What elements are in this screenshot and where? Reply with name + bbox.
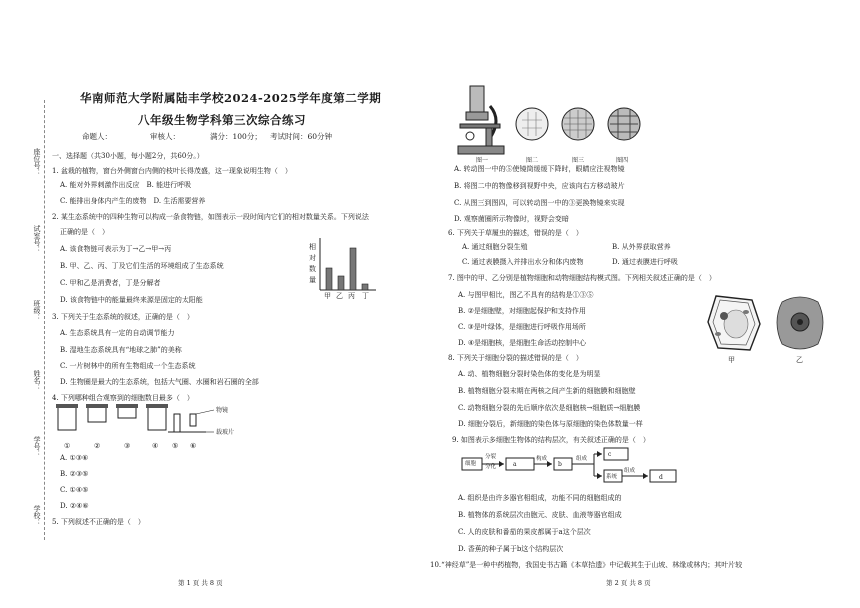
question-2: 2. 某生态系统中的四种生物可以构成一条食物链，如图表示一段时间内它们的相对数量关系。下列说法 [52,213,369,221]
flow-differentiate: 分化 [485,464,497,470]
fig-label-1: 图一 [476,157,489,164]
q3-option-a: A. 生态系统具有一定的自动调节能力 [60,329,175,337]
flow-b: b [558,461,562,468]
q2-option-b: B. 甲、乙、丙、丁及它们生活的环境组成了生态系统 [60,262,224,270]
question-8: 8. 下列关于细胞分裂的描述错误的是（ ） [448,354,583,362]
reviewer-label: 审核人： [150,132,180,141]
question-5: 5. 下列叙述不正确的是（ ） [52,518,145,526]
q9-option-d: D. 香蕉的种子属于b这个结构层次 [458,545,564,553]
id-label: 学号： [33,436,41,457]
page-footer-right: 第 2 页 共 8 页 [606,579,651,587]
view-figure-3 [560,106,596,142]
q7-option-c: C. ③是叶绿体，是细胞进行呼吸作用场所 [458,323,586,331]
q2-option-d: D. 该食物链中的能量最终来源是固定的太阳能 [60,296,203,304]
q9-option-a: A. 组织是由许多器官相组成，功能不同的细胞组成的 [458,494,622,502]
school-label: 学校： [33,505,41,526]
slide-note: 载玻片 [216,429,235,436]
objective-lens-note: 物镜 [216,407,229,414]
q4-option-a: A. ①③⑥ [60,454,89,462]
question-2-cont: 正确的是（ ） [60,228,109,236]
bar-yi [338,276,344,290]
bar-label-jia: 甲 [324,292,331,300]
q2-option-c: C. 甲和乙是消费者，丁是分解者 [60,279,161,287]
fig-label-2: 图二 [526,157,539,164]
q1-option-ab: A. 能对外界刺激作出反应 B. 能进行呼吸 [60,181,192,189]
flow-divide: 分裂 [485,454,497,460]
lens-2: ② [94,442,101,450]
bar-ding [362,284,368,290]
flow-d: d [659,474,663,481]
fig-label-3: 图三 [572,157,585,164]
q4-option-c: C. ①④⑤ [60,486,89,494]
lens-3: ③ [124,442,131,450]
q6-option-a: A. 通过细胞分裂生殖 [462,243,528,251]
question-6: 6. 下列关于草履虫的描述，错误的是（ ） [448,229,583,237]
question-7: 7. 图中的甲、乙分别是植物细胞和动物细胞结构模式图。下列相关叙述正确的是（ ） [448,274,716,282]
question-4: 4. 下列哪种组合观察到的细胞数目最多（ ） [52,394,194,402]
q2-option-a: A. 该食物链可表示为丁→乙→甲→丙 [60,245,172,253]
q5-option-c: C. 从图三到图四，可以转动图一中的③更换物镜来实现 [454,199,625,207]
plant-cell-figure [706,294,762,352]
bar-bing [350,248,356,290]
q8-option-a: A. 动、植物细胞分裂时染色体的变化是为明显 [458,370,601,378]
cell-label-jia: 甲 [728,356,735,364]
q8-option-d: D. 细胞分裂后，新细胞的染色体与原细胞的染色体数量一样 [458,420,643,428]
q7-option-d: D. ④是细胞核，是细胞生命活动控制中心 [458,339,587,347]
lens-1: ① [64,442,71,450]
q7-option-b: B. ②是细胞壁，对细胞起保护和支持作用 [458,307,586,315]
question-3: 3. 下列关于生态系统的叙述，正确的是（ ） [52,313,194,321]
name-label: 姓名： [33,370,41,391]
lens-6: ⑥ [190,442,197,450]
fig-label-4: 图四 [616,157,629,164]
section-heading: 一、选择题（共30小题，每小题2分，共60分。） [52,152,204,160]
room-label: 试室号： [33,225,41,253]
page-footer-left: 第 1 页 共 8 页 [178,579,223,587]
question-10: 10.“神经草”是一种中药植物，我国史书古籍《本草拾遗》中记载其生于山坡、林缘或林内；其叶片较 [430,561,743,569]
flow-system: 系统 [606,474,618,480]
flow-compose-1: 组成 [576,456,588,462]
q6-option-c: C. 通过表膜摄入并排出水分和体内废物 [462,258,584,266]
author-label: 命题人： [82,132,112,141]
seat-label: 座位号： [33,148,41,176]
animal-cell-figure [772,294,828,352]
q5-option-a: A. 转动图一中的⑤使镜筒缓缓下降时，眼睛应注视物镜 [454,165,625,173]
binding-dashline [44,100,45,540]
q8-option-b: B. 植物细胞分裂末期在两核之间产生新的细胞膜和细胞壁 [458,387,636,395]
q2-chart-ylabel: 相 对 数 量 [309,243,316,284]
question-1: 1. 盆栽的植物，窗台外侧窗台内侧的枝叶长得茂盛，这一现象说明生物（ ） [52,167,292,175]
view-figure-2 [514,106,550,142]
lens-4: ④ [152,442,159,450]
microscope-figure [456,86,508,158]
q2-bar-figure [318,238,378,294]
q6-option-d: D. 通过表膜进行呼吸 [612,258,678,266]
flow-c: c [608,451,612,458]
q9-option-b: B. 植物体的系统层次由胞元、皮肤、血液等器官组成 [458,511,622,519]
bar-label-ding: 丁 [362,292,369,300]
bar-jia [326,268,332,290]
score-label: 满分：100分； [210,132,262,141]
time-label: 考试时间：60分钟 [270,132,333,141]
q1-option-cd: C. 能排出身体内产生的废物 D. 生活需要营养 [60,197,206,205]
q9-option-c: C. 人的皮肤和番茄的果皮都属于a这个层次 [458,528,591,536]
q5-option-d: D. 观察菌圈所示物像时，视野会变暗 [454,215,569,223]
q4-option-d: D. ②④⑥ [60,502,89,510]
q4-option-b: B. ②③⑤ [60,470,89,478]
q7-option-a: A. 与图甲相比，图乙不具有的结构是①③⑤ [458,291,594,299]
bar-label-bing: 丙 [348,292,355,300]
flow-a: a [513,461,517,468]
lens-5: ⑤ [172,442,179,450]
exam-title: 华南师范大学附属陆丰学校2024-2025学年度第二学期 [80,91,382,105]
q6-option-b: B. 从外界获取营养 [612,243,671,251]
q3-option-c: C. 一片树林中的所有生物组成一个生态系统 [60,362,196,370]
view-figure-4 [606,106,642,142]
cell-label-yi: 乙 [796,356,803,364]
q3-option-d: D. 生物圈是最大的生态系统，包括大气圈、水圈和岩石圈的全部 [60,378,259,386]
q3-option-b: B. 湿地生态系统具有“地球之肺”的美称 [60,346,182,354]
flow-cell: 细胞 [465,461,477,467]
q8-option-c: C. 动物细胞分裂的先后顺序依次是细胞核→细胞质→细胞膜 [458,404,641,412]
q5-option-b: B. 将图二中的物像移到视野中央，应该向右方移动玻片 [454,182,625,190]
bar-label-yi: 乙 [336,292,343,300]
flow-compose-2: 组成 [624,468,636,474]
exam-subtitle: 八年级生物学科第三次综合练习 [138,113,306,127]
class-label: 班级： [33,300,41,321]
flow-form: 构成 [536,456,548,462]
question-9: 9. 如图表示多细胞生物体的结构层次，有关叙述正确的是（ ） [452,436,650,444]
